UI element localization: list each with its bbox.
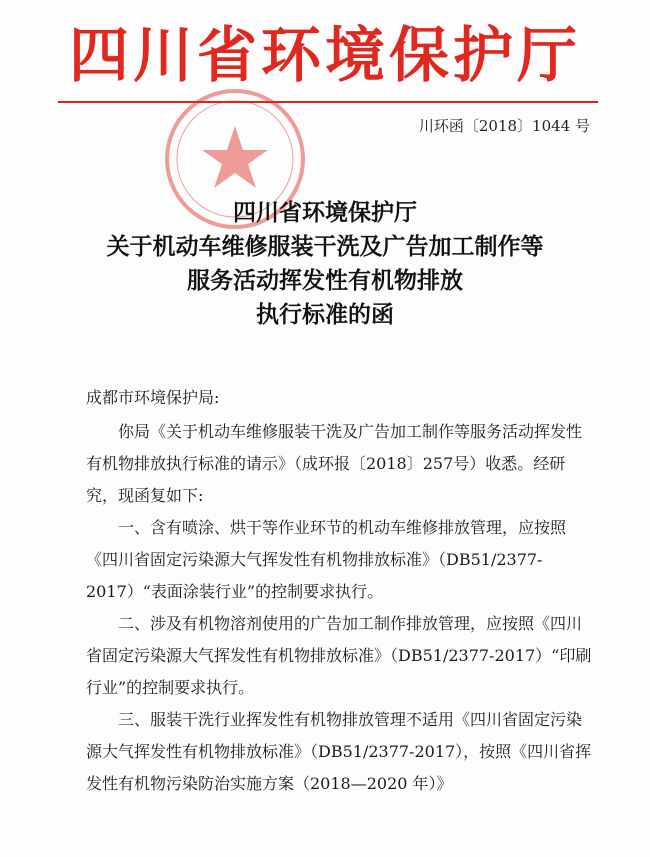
salutation: 成都市环境保护局: (86, 388, 220, 407)
body-paragraph: 一、含有喷涂、烘干等作业环节的机动车维修排放管理，应按照《四川省固定污染源大气挥发性有机物排放标准》（DB51/2377-2017）“表面涂装行业”的控制要求执行。 (86, 518, 567, 601)
title-line: 执行标准的函 (256, 302, 394, 328)
body-paragraph: 二、涉及有机物溶剂使用的广告加工制作排放管理，应按照《四川省固定污染源大气挥发性有机物排放标准》（DB51/2377-2017）“印刷行业”的控制要求执行。 (86, 614, 592, 697)
letter-body (86, 382, 592, 800)
title-line: 四川省环境保护厅 (233, 200, 417, 226)
letterhead-rule (58, 101, 598, 103)
document-number: 川环函〔2018〕1044 号 (418, 117, 590, 135)
document-title (0, 196, 650, 332)
body-paragraph: 你局《关于机动车维修服装干洗及广告加工制作等服务活动挥发性有机物排放执行标准的请示》（成环报〔2018〕257号）收悉。经研究，现函复如下: (86, 422, 583, 505)
title-line: 服务活动挥发性有机物排放 (187, 268, 463, 294)
body-paragraph: 三、服装干洗行业挥发性有机物排放管理不适用《四川省固定污染源大气挥发性有机物排放标准》（DB51/2377-2017），按照《四川省挥发性有机物污染防治实施方案（2018—2020 年）》 (86, 710, 592, 793)
agency-letterhead: 四川省环境保护厅 (69, 21, 581, 91)
title-line: 关于机动车维修服装干洗及广告加工制作等 (106, 234, 544, 260)
